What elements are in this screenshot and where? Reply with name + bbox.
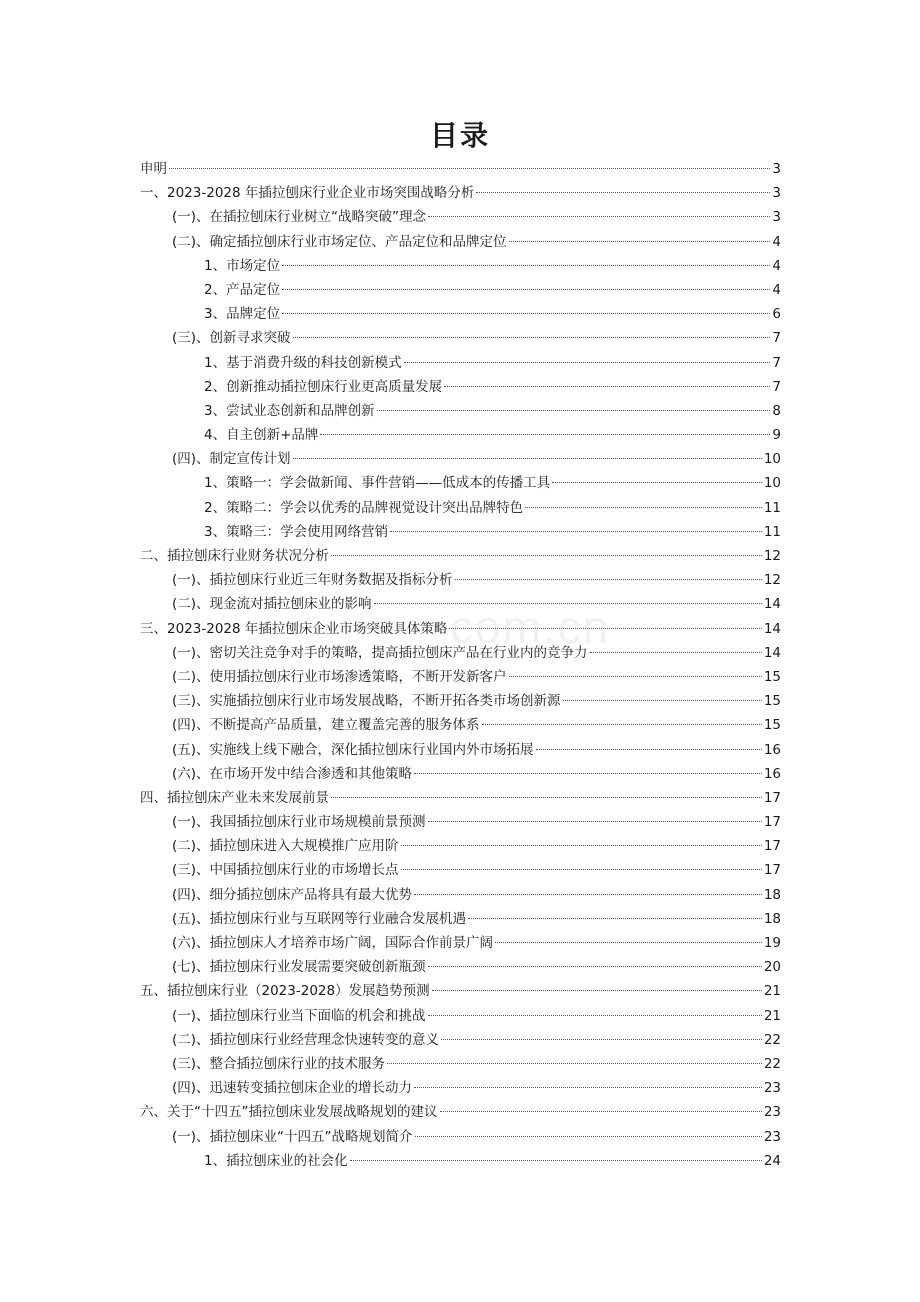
toc-entry-page-number: 14 (763, 596, 781, 613)
toc-entry[interactable] (140, 205, 781, 229)
toc-entry-text: 3、品牌定位 (204, 306, 281, 323)
toc-entry[interactable] (140, 496, 781, 520)
toc-entry-page-number: 15 (763, 693, 781, 710)
toc-entry-text: (五)、实施线上线下融合，深化插拉刨床行业国内外市场拓展 (172, 741, 534, 758)
toc-entry[interactable] (140, 351, 781, 375)
toc-dot-leader (428, 1015, 762, 1016)
toc-entry-page-number: 23 (763, 1104, 781, 1121)
toc-entry-page-number: 12 (763, 548, 781, 564)
toc-entry-page-number: 16 (763, 765, 781, 782)
toc-entry-page-number: 14 (763, 620, 781, 637)
toc-entry-page-number: 23 (763, 1128, 781, 1145)
toc-entry[interactable] (140, 665, 781, 689)
toc-entry[interactable] (140, 786, 781, 810)
toc-entry-text: (三)、创新寻求突破 (172, 330, 291, 347)
toc-entry-text: 2、创新推动插拉刨床行业更高质量发展 (204, 378, 443, 395)
toc-entry-page-number: 19 (763, 935, 781, 951)
toc-entry-page-number: 3 (772, 185, 781, 202)
toc-dot-leader (444, 386, 770, 387)
toc-dot-leader (428, 966, 762, 967)
toc-entry-page-number: 17 (763, 789, 781, 806)
toc-dot-leader (525, 507, 762, 508)
toc-entry-text: 1、策略一：学会做新闻、事件营销——低成本的传播工具 (204, 475, 551, 492)
toc-entry[interactable] (140, 254, 781, 278)
toc-dot-leader (509, 241, 771, 242)
toc-dot-leader (282, 289, 770, 290)
toc-entry[interactable] (140, 278, 781, 302)
toc-entry[interactable] (140, 689, 781, 713)
toc-dot-leader (387, 1063, 762, 1064)
toc-entry-text: (六)、插拉刨床人才培养市场广阔，国际合作前景广阔 (172, 935, 494, 951)
toc-entry[interactable] (140, 955, 781, 979)
toc-entry-text: (一)、插拉刨床行业当下面临的机会和挑战 (172, 1007, 426, 1024)
toc-entry[interactable] (140, 423, 781, 447)
toc-dot-leader (377, 410, 771, 411)
toc-dot-leader (320, 434, 770, 435)
toc-entry[interactable] (140, 1100, 781, 1124)
toc-entry-page-number: 21 (763, 1007, 781, 1024)
toc-entry-text: (三)、实施插拉刨床行业市场发展战略，不断开拓各类市场创新源 (172, 693, 561, 710)
toc-entry-page-number: 6 (772, 306, 781, 323)
watermark: com.cn (450, 601, 611, 653)
toc-entry[interactable] (140, 157, 781, 181)
toc-entry-page-number: 18 (763, 886, 781, 903)
toc-entry-page-number: 15 (763, 717, 781, 734)
toc-entry-text: (二)、插拉刨床行业经营理念快速转变的意义 (172, 1031, 440, 1048)
toc-entry-text: 2、策略二：学会以优秀的品牌视觉设计突出品牌特色 (204, 499, 524, 516)
toc-entry-text: (一)、插拉刨床业“十四五”战略规划简介 (172, 1128, 413, 1145)
toc-dot-leader (415, 1136, 762, 1137)
toc-entry-text: (二)、确定插拉刨床行业市场定位、产品定位和品牌定位 (172, 233, 507, 250)
toc-entry[interactable] (140, 326, 781, 350)
toc-entry-page-number: 24 (763, 1152, 781, 1169)
toc-dot-leader (401, 869, 762, 870)
toc-entry[interactable] (140, 1028, 781, 1052)
toc-entry-page-number: 10 (763, 475, 781, 492)
toc-dot-leader (468, 918, 762, 919)
toc-entry[interactable] (140, 1052, 781, 1076)
toc-entry-text: (四)、细分插拉刨床产品将具有最大优势 (172, 886, 413, 903)
toc-dot-leader (449, 628, 761, 629)
toc-entry-text: 三、2023-2028 年插拉刨床企业市场突破具体策略 (140, 620, 448, 637)
toc-entry[interactable] (140, 544, 781, 568)
toc-dot-leader (536, 749, 762, 750)
toc-entry-page-number: 8 (772, 402, 781, 419)
toc-entry-text: (四)、迅速转变插拉刨床企业的增长动力 (172, 1080, 413, 1097)
toc-entry[interactable] (140, 181, 781, 205)
toc-entry-text: (五)、插拉刨床行业与互联网等行业融合发展机遇 (172, 910, 467, 927)
toc-entry-text: 4、自主创新+品牌 (204, 427, 319, 444)
toc-entry-page-number: 18 (763, 910, 781, 927)
toc-entry[interactable] (140, 810, 781, 834)
toc-entry-page-number: 21 (763, 983, 781, 1000)
toc-entry[interactable] (140, 883, 781, 907)
toc-entry-text: 1、基于消费升级的科技创新模式 (204, 354, 402, 371)
toc-dot-leader (169, 168, 770, 169)
toc-entry-text: (二)、插拉刨床进入大规模推广应用阶 (172, 838, 399, 855)
toc-entry[interactable] (140, 1125, 781, 1149)
toc-entry-page-number: 10 (763, 451, 781, 468)
toc-dot-leader (282, 313, 770, 314)
toc-entry[interactable] (140, 931, 781, 955)
toc-entry-text: 五、插拉刨床行业（2023-2028）发展趋势预测 (140, 983, 430, 1000)
toc-entry-text: 一、2023-2028 年插拉刨床行业企业市场突围战略分析 (140, 185, 475, 202)
toc-dot-leader (590, 652, 762, 653)
toc-entry-text: 3、尝试业态创新和品牌创新 (204, 402, 375, 419)
toc-dot-leader (293, 337, 771, 338)
toc-entry[interactable] (140, 762, 781, 786)
toc-entry-text: (六)、在市场开发中结合渗透和其他策略 (172, 765, 413, 782)
toc-dot-leader (563, 700, 762, 701)
toc-entry[interactable] (140, 979, 781, 1003)
toc-entry-page-number: 9 (772, 427, 781, 444)
toc-dot-leader (432, 990, 762, 991)
toc-dot-leader (282, 265, 770, 266)
toc-dot-leader (404, 362, 771, 363)
toc-entry-page-number: 22 (763, 1055, 781, 1072)
toc-entry-text: (二)、使用插拉刨床行业市场渗透策略，不断开发新客户 (172, 668, 507, 685)
toc-entry-text: 二、插拉刨床行业财务状况分析 (140, 548, 329, 564)
toc-entry[interactable] (140, 230, 781, 254)
toc-entry-text: 2、产品定位 (204, 281, 281, 298)
toc-entry-text: (二)、现金流对插拉刨床业的影响 (172, 596, 372, 613)
toc-entry-text: 申明 (140, 161, 167, 177)
toc-dot-leader (414, 1087, 762, 1088)
toc-dot-leader (441, 1039, 762, 1040)
toc-entry-page-number: 17 (763, 862, 781, 879)
toc-entry[interactable] (140, 302, 781, 326)
toc-entry[interactable] (140, 568, 781, 592)
toc-entry-page-number: 7 (772, 378, 781, 395)
toc-entry[interactable] (140, 471, 781, 495)
toc-entry-text: 六、关于“十四五”插拉刨床业发展战略规划的建议 (140, 1104, 438, 1121)
toc-entry[interactable] (140, 1149, 781, 1173)
toc-dot-leader (476, 192, 770, 193)
toc-entry-page-number: 7 (772, 354, 781, 371)
toc-entry-page-number: 17 (763, 838, 781, 855)
toc-entry-page-number: 22 (763, 1031, 781, 1048)
toc-entry-text: 四、插拉刨床产业未来发展前景 (140, 789, 329, 806)
toc-entry-page-number: 12 (763, 572, 781, 589)
table-of-contents (140, 157, 781, 1173)
toc-dot-leader (482, 724, 762, 725)
toc-dot-leader (428, 216, 770, 217)
toc-entry-page-number: 17 (763, 814, 781, 831)
toc-entry-page-number: 3 (772, 161, 781, 177)
toc-entry-text: (四)、不断提高产品质量，建立覆盖完善的服务体系 (172, 717, 480, 734)
toc-entry-page-number: 7 (772, 330, 781, 347)
toc-dot-leader (390, 531, 762, 532)
toc-entry-page-number: 15 (763, 668, 781, 685)
toc-entry-page-number: 16 (763, 741, 781, 758)
toc-dot-leader (331, 797, 762, 798)
toc-dot-leader (374, 603, 762, 604)
toc-entry-page-number: 11 (763, 523, 781, 540)
toc-dot-leader (414, 773, 762, 774)
toc-dot-leader (401, 845, 762, 846)
toc-title: 目录 (429, 119, 490, 152)
toc-entry-text: 1、插拉刨床业的社会化 (204, 1152, 348, 1169)
toc-entry-text: (七)、插拉刨床行业发展需要突破创新瓶颈 (172, 959, 426, 976)
toc-dot-leader (495, 942, 762, 943)
toc-dot-leader (428, 821, 762, 822)
toc-entry-text: (三)、中国插拉刨床行业的市场增长点 (172, 862, 399, 879)
toc-entry-text: (一)、插拉刨床行业近三年财务数据及指标分析 (172, 572, 453, 589)
toc-dot-leader (331, 555, 762, 556)
toc-entry[interactable] (140, 447, 781, 471)
toc-dot-leader (350, 1160, 762, 1161)
toc-entry-text: 1、市场定位 (204, 257, 281, 274)
toc-entry[interactable] (140, 713, 781, 737)
toc-entry-page-number: 4 (772, 281, 781, 298)
toc-entry-page-number: 4 (772, 257, 781, 274)
toc-entry[interactable] (140, 592, 781, 616)
toc-entry[interactable] (140, 520, 781, 544)
toc-entry-page-number: 14 (763, 644, 781, 661)
toc-entry-page-number: 11 (763, 499, 781, 516)
toc-entry-text: 3、策略三：学会使用网络营销 (204, 523, 389, 540)
toc-entry[interactable] (140, 1004, 781, 1028)
toc-entry-text: (一)、密切关注竞争对手的策略，提高插拉刨床产品在行业内的竞争力 (172, 644, 588, 661)
toc-entry[interactable] (140, 858, 781, 882)
toc-dot-leader (440, 1111, 762, 1112)
toc-entry[interactable] (140, 617, 781, 641)
toc-entry[interactable] (140, 375, 781, 399)
toc-entry-text: (四)、制定宣传计划 (172, 451, 291, 468)
toc-entry-text: (三)、整合插拉刨床行业的技术服务 (172, 1055, 386, 1072)
toc-entry-text: (一)、在插拉刨床行业树立“战略突破”理念 (172, 209, 427, 226)
toc-entry-page-number: 4 (772, 233, 781, 250)
toc-entry-text: (一)、我国插拉刨床行业市场规模前景预测 (172, 814, 426, 831)
toc-entry[interactable] (140, 738, 781, 762)
toc-entry[interactable] (140, 907, 781, 931)
toc-dot-leader (455, 579, 762, 580)
toc-entry[interactable] (140, 1076, 781, 1100)
toc-dot-leader (414, 894, 762, 895)
toc-entry[interactable] (140, 834, 781, 858)
toc-entry-page-number: 20 (763, 959, 781, 976)
toc-entry-page-number: 3 (772, 209, 781, 226)
toc-entry-page-number: 23 (763, 1080, 781, 1097)
toc-dot-leader (293, 458, 762, 459)
toc-entry[interactable] (140, 641, 781, 665)
toc-entry[interactable] (140, 399, 781, 423)
toc-dot-leader (552, 482, 762, 483)
toc-dot-leader (509, 676, 762, 677)
